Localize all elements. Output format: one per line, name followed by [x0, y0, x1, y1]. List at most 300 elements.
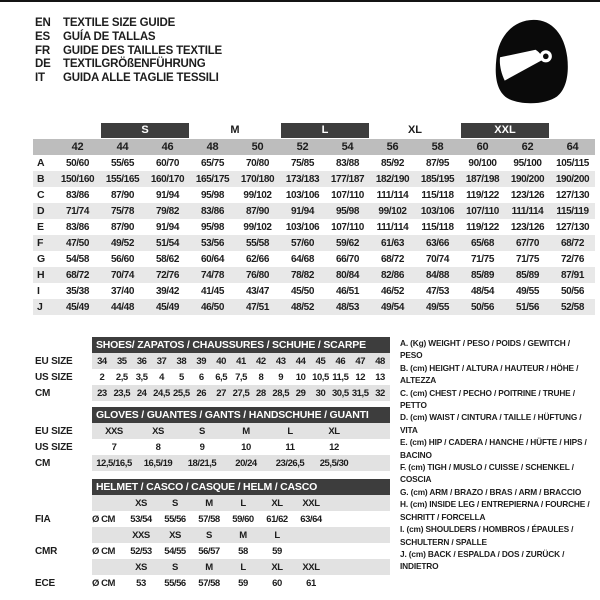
value-cell: 83/86 — [65, 189, 90, 201]
standard-label: CMR — [35, 545, 58, 557]
value-cell: 91/94 — [290, 205, 315, 217]
value-cell: 44/48 — [110, 301, 135, 313]
value-cell: 35 — [116, 355, 127, 367]
size-cell: XL — [271, 497, 283, 509]
value-cell: 46 — [335, 355, 346, 367]
size-number-cell: 62 — [521, 141, 534, 153]
value-cell: 49/55 — [425, 301, 450, 313]
value-cell: 2 — [99, 371, 105, 383]
value-cell: 46/50 — [200, 301, 225, 313]
row-label: US SIZE — [35, 371, 73, 383]
value-cell: 71/74 — [65, 205, 90, 217]
language-title: TEXTILGRÖßENFÜHRUNG — [63, 58, 206, 71]
row-values — [92, 527, 390, 543]
row-label: I — [37, 285, 40, 297]
shoes-row — [35, 353, 391, 369]
value-cell: 54/55 — [164, 545, 186, 557]
value-cell: 84/88 — [425, 269, 450, 281]
value-cell: 27 — [216, 387, 226, 399]
table-row — [33, 235, 595, 251]
value-cell: 28 — [256, 387, 266, 399]
size-cell: L — [240, 561, 246, 573]
value-cell: 57/58 — [198, 577, 220, 589]
value-cell: 68/72 — [380, 253, 405, 265]
standard-label: FIA — [35, 513, 51, 525]
value-cell: 47/50 — [65, 237, 90, 249]
unit-cell: Ø CM — [92, 577, 116, 589]
value-cell: 41 — [236, 355, 246, 367]
value-cell: 83/86 — [200, 205, 225, 217]
value-cell: 107/110 — [331, 221, 364, 233]
value-cell: 25,5 — [173, 387, 190, 399]
helmet-icon-svg — [487, 15, 571, 107]
value-cell: 155/165 — [105, 173, 140, 185]
value-cell: 187/198 — [465, 173, 500, 185]
size-number-cell: 52 — [296, 141, 309, 153]
value-cell: 32 — [375, 387, 385, 399]
row-values — [92, 559, 390, 575]
value-cell: 103/106 — [285, 189, 320, 201]
language-code: FR — [35, 44, 50, 57]
gloves-row — [35, 423, 391, 439]
value-cell: 91/94 — [155, 189, 180, 201]
legend-item: A. (Kg) WEIGHT / PESO / POIDS / GEWITCH / PESO — [400, 338, 570, 361]
row-values — [92, 511, 390, 527]
value-cell: 57/58 — [198, 513, 220, 525]
size-cell: XXL — [302, 497, 320, 509]
size-number-cell: 54 — [341, 141, 354, 153]
helmet-value-row — [35, 511, 391, 527]
value-cell: 78/82 — [290, 269, 315, 281]
legend-item: E. (cm) HIP / CADERA / HANCHE / HÜFTE / HIPS / BACINO — [400, 437, 587, 460]
value-cell: 87/90 — [245, 205, 270, 217]
value-cell: 66/70 — [335, 253, 360, 265]
value-cell: 52/53 — [130, 545, 152, 557]
value-cell: 83/88 — [335, 157, 360, 169]
row-label: CM — [35, 457, 51, 469]
row-values — [92, 495, 390, 511]
value-cell: 61 — [306, 577, 316, 589]
value-cell: 70/80 — [245, 157, 270, 169]
value-cell: 44 — [295, 355, 306, 367]
value-cell: 39/42 — [155, 285, 180, 297]
value-cell: 23,5 — [113, 387, 131, 399]
value-cell: 75/85 — [290, 157, 315, 169]
value-cell: 37/40 — [110, 285, 135, 297]
value-cell: 7,5 — [235, 371, 247, 383]
value-cell: 50/56 — [470, 301, 495, 313]
value-cell: 25,5/30 — [319, 457, 349, 469]
language-row — [35, 72, 222, 86]
row-label: E — [37, 221, 45, 233]
value-cell: 10 — [295, 371, 306, 383]
size-group-s: S — [101, 123, 189, 138]
value-cell: 50/60 — [65, 157, 90, 169]
value-cell: 6 — [198, 371, 204, 383]
value-cell: 12 — [329, 441, 339, 453]
table-row — [33, 187, 595, 203]
value-cell: 61/62 — [266, 513, 288, 525]
table-row — [33, 283, 595, 299]
row-values — [92, 575, 390, 591]
language-title: GUIDE DES TAILLES TEXTILE — [63, 44, 222, 57]
value-cell: 41/45 — [200, 285, 225, 297]
value-cell: 29 — [295, 387, 306, 399]
value-cell: 46/52 — [380, 285, 405, 297]
helmet-section — [35, 479, 391, 591]
value-cell: 105/115 — [556, 157, 589, 169]
value-cell: 51/54 — [155, 237, 180, 249]
value-cell: 72/76 — [560, 253, 585, 265]
size-number-cell: 56 — [386, 141, 399, 153]
value-cell: 7 — [111, 441, 117, 453]
row-label: F — [37, 237, 44, 249]
size-cell: S — [172, 561, 178, 573]
value-cell: 59/60 — [232, 513, 254, 525]
value-cell: 80/84 — [335, 269, 360, 281]
value-cell: 95/100 — [513, 157, 542, 169]
value-cell: 177/187 — [330, 173, 365, 185]
value-cell: 30 — [315, 387, 326, 399]
value-cell: 43/47 — [245, 285, 270, 297]
value-cell: 103/106 — [285, 221, 320, 233]
value-cell: 53/54 — [130, 513, 152, 525]
value-cell: 61/63 — [380, 237, 405, 249]
value-cell: 5 — [178, 371, 184, 383]
value-cell: 56/57 — [198, 545, 220, 557]
row-values — [92, 385, 390, 401]
value-cell: 87/90 — [110, 221, 135, 233]
value-cell: 45/50 — [290, 285, 315, 297]
value-cell: 49/52 — [110, 237, 135, 249]
value-cell: 85/92 — [380, 157, 405, 169]
gloves-row — [35, 439, 391, 455]
value-cell: 2,5 — [115, 371, 128, 383]
shoes-rows — [35, 353, 391, 401]
value-cell: 107/110 — [331, 189, 364, 201]
value-cell: XS — [152, 425, 164, 437]
value-cell: 71/75 — [470, 253, 495, 265]
value-cell: 63/66 — [425, 237, 450, 249]
row-label: EU SIZE — [35, 355, 73, 367]
row-label: C — [37, 189, 45, 201]
size-number-cell: 44 — [116, 141, 129, 153]
shoes-row — [35, 369, 391, 385]
value-cell: 115/118 — [421, 221, 454, 233]
size-group-m: M — [230, 124, 240, 136]
value-cell: XXS — [105, 425, 123, 437]
row-label: J — [37, 301, 43, 313]
value-cell: 60/64 — [200, 253, 225, 265]
gloves-section — [35, 407, 391, 471]
value-cell: 82/86 — [380, 269, 405, 281]
value-cell: 59 — [238, 577, 248, 589]
value-cell: 48 — [375, 355, 385, 367]
value-cell: 49/54 — [380, 301, 405, 313]
value-cell: 62/66 — [245, 253, 270, 265]
value-cell: 52/58 — [560, 301, 585, 313]
size-cell: XS — [135, 561, 147, 573]
value-cell: 28,5 — [272, 387, 290, 399]
size-number-row — [33, 139, 595, 155]
value-cell: 46/51 — [335, 285, 360, 297]
value-cell: L — [287, 425, 293, 437]
value-cell: 70/74 — [425, 253, 450, 265]
value-cell: 99/102 — [378, 205, 407, 217]
value-cell: 11 — [285, 441, 295, 453]
value-cell: 58 — [238, 545, 248, 557]
size-number-cell: 50 — [251, 141, 264, 153]
size-number-cell: 60 — [476, 141, 489, 153]
table-row — [33, 299, 595, 315]
language-title: GUÍA DE TALLAS — [63, 30, 156, 43]
size-cell: M — [239, 529, 247, 541]
value-cell: 111/114 — [376, 221, 409, 233]
value-cell: 60 — [272, 577, 282, 589]
value-cell: XL — [328, 425, 340, 437]
value-cell: 127/130 — [555, 221, 590, 233]
size-group-blank — [550, 123, 595, 138]
value-cell: 127/130 — [555, 189, 590, 201]
value-cell: 4 — [159, 371, 164, 383]
table-row — [33, 251, 595, 267]
legend-item: I. (cm) SHOULDERS / HOMBROS / ÉPAULES / SCHULTERN / SPALLE — [400, 524, 574, 547]
value-cell: 55/56 — [164, 513, 186, 525]
value-cell: 36 — [136, 355, 147, 367]
legend-item: J. (cm) BACK / ESPALDA / DOS / ZURÜCK / INDIETRO — [400, 548, 565, 572]
gloves-rows — [35, 423, 391, 471]
value-cell: 12 — [355, 371, 366, 383]
value-cell: 68/72 — [65, 269, 90, 281]
value-cell: 173/183 — [285, 173, 320, 185]
value-cell: 3,5 — [135, 371, 148, 383]
value-cell: 48/52 — [290, 301, 315, 313]
helmet-section-title: HELMET / CASCO / CASQUE / HELM / CASCO — [92, 479, 390, 495]
value-cell: 47 — [355, 355, 366, 367]
measurement-legend — [400, 337, 594, 573]
value-cell: 38 — [176, 355, 187, 367]
value-cell: 47/51 — [245, 301, 270, 313]
value-cell: 111/114 — [511, 205, 544, 217]
top-border-line — [0, 0, 600, 2]
legend-item: F. (cm) TIGH / MUSLO / CUISSE / SCHENKEL / COSCIA — [400, 462, 574, 485]
value-cell: 55/56 — [164, 577, 186, 589]
value-cell: 65/75 — [200, 157, 225, 169]
value-cell: 31,5 — [351, 387, 369, 399]
value-cell: 37 — [156, 355, 167, 367]
language-row — [35, 58, 222, 72]
gloves-row — [35, 455, 391, 471]
row-label: D — [37, 205, 45, 217]
legend-item: B. (cm) HEIGHT / ALTURA / HAUTEUR / HÖHE / ALTEZZA — [400, 362, 579, 386]
language-list — [35, 17, 222, 86]
value-cell: 99/102 — [243, 221, 272, 233]
value-cell: 87/95 — [425, 157, 450, 169]
value-cell: 119/122 — [466, 189, 499, 201]
value-cell: 59/62 — [335, 237, 360, 249]
value-cell: 123/126 — [510, 189, 545, 201]
value-cell: 60/70 — [155, 157, 180, 169]
value-cell: 111/114 — [376, 189, 409, 201]
size-cell: L — [274, 529, 280, 541]
value-cell: 35/38 — [65, 285, 90, 297]
size-cell: XXL — [302, 561, 320, 573]
value-cell: 26 — [196, 387, 207, 399]
language-row — [35, 31, 222, 45]
row-label: A — [37, 157, 45, 169]
main-size-table — [33, 123, 595, 315]
value-cell: 190/200 — [555, 173, 590, 185]
size-cell: L — [240, 497, 246, 509]
value-cell: 57/60 — [290, 237, 315, 249]
language-code: EN — [35, 17, 51, 29]
language-row — [35, 17, 222, 31]
value-cell: 11,5 — [332, 371, 349, 383]
value-cell: 54/58 — [65, 253, 90, 265]
size-number-cell: 58 — [431, 141, 444, 153]
row-values — [92, 353, 390, 369]
value-cell: 64/68 — [290, 253, 315, 265]
legend-item: D. (cm) WAIST / CINTURA / TAILLE / HÜFTUNG / VITA — [400, 412, 582, 435]
value-cell: 34 — [97, 355, 107, 367]
value-cell: 95/98 — [200, 221, 225, 233]
unit-cell: Ø CM — [92, 545, 116, 557]
table-row — [33, 203, 595, 219]
value-cell: 170/180 — [240, 173, 275, 185]
value-cell: 85/89 — [470, 269, 495, 281]
value-cell: 49/55 — [515, 285, 540, 297]
value-cell: 6,5 — [215, 371, 228, 383]
value-cell: 53 — [136, 577, 146, 589]
value-cell: 50/56 — [560, 285, 585, 297]
value-cell: 160/170 — [150, 173, 185, 185]
helmet-icon — [487, 15, 571, 107]
value-cell: 10,5 — [312, 371, 329, 383]
value-cell: 103/106 — [420, 205, 455, 217]
value-cell: 85/89 — [515, 269, 540, 281]
size-cell: XXS — [132, 529, 150, 541]
value-cell: 72/76 — [155, 269, 180, 281]
helmet-value-row — [35, 543, 391, 559]
language-title: GUIDA ALLE TAGLIE TESSILI — [63, 72, 219, 85]
value-cell: 90/100 — [468, 157, 497, 169]
size-cell: M — [205, 497, 213, 509]
value-cell: 123/126 — [510, 221, 545, 233]
language-title: TEXTILE SIZE GUIDE — [63, 17, 176, 29]
row-label: H — [37, 269, 45, 281]
value-cell: 55/65 — [110, 157, 135, 169]
table-row — [33, 219, 595, 235]
value-cell: M — [242, 425, 250, 437]
helmet-value-row — [35, 575, 391, 591]
size-group-xl: XL — [407, 124, 423, 136]
row-values — [92, 439, 390, 455]
value-cell: 45/49 — [65, 301, 90, 313]
value-cell: 70/74 — [110, 269, 135, 281]
value-cell: 16,5/19 — [143, 457, 173, 469]
size-group-l: L — [281, 123, 369, 138]
table-row — [33, 267, 595, 283]
row-label: US SIZE — [35, 441, 73, 453]
size-cell: XL — [271, 561, 283, 573]
value-cell: 10 — [241, 441, 251, 453]
value-cell: 95/98 — [335, 205, 360, 217]
value-cell: 40 — [216, 355, 226, 367]
table-row — [33, 155, 595, 171]
row-values — [92, 369, 390, 385]
unit-cell: Ø CM — [92, 513, 116, 525]
size-cell: S — [172, 497, 178, 509]
value-cell: 115/119 — [556, 205, 589, 217]
language-row — [35, 45, 222, 59]
value-cell: 190/200 — [510, 173, 545, 185]
value-cell: 9 — [199, 441, 205, 453]
value-cell: 8 — [258, 371, 264, 383]
row-values — [92, 543, 390, 559]
size-number-cell: 46 — [161, 141, 174, 153]
legend-item: G. (cm) ARM / BRAZO / BRAS / ARM / BRACCIO — [400, 486, 582, 497]
size-group-blank — [55, 123, 100, 138]
row-label: B — [37, 173, 45, 185]
value-cell: 48/53 — [335, 301, 360, 313]
legend-item: H. (cm) INSIDE LEG / ENTREPIERNA / FOURCHE / SCHRITT / FORCELLA — [400, 499, 590, 522]
helmet-size-row — [35, 559, 391, 575]
value-cell: 51/56 — [515, 301, 540, 313]
size-group-row — [33, 123, 595, 139]
standard-label: ECE — [35, 577, 55, 589]
value-cell: 43 — [275, 355, 286, 367]
value-cell: 150/160 — [60, 173, 95, 185]
value-cell: 9 — [278, 371, 284, 383]
helmet-rows — [35, 495, 391, 591]
value-cell: S — [199, 425, 205, 437]
language-code: DE — [35, 58, 51, 71]
value-cell: 165/175 — [195, 173, 230, 185]
value-cell: 83/86 — [65, 221, 90, 233]
size-cell: S — [206, 529, 212, 541]
value-cell: 71/75 — [515, 253, 540, 265]
value-cell: 42 — [256, 355, 266, 367]
value-cell: 95/98 — [200, 189, 225, 201]
value-cell: 12,5/16,5 — [96, 457, 132, 469]
size-cell: XS — [169, 529, 181, 541]
shoes-section — [35, 337, 391, 401]
value-cell: 53/56 — [200, 237, 225, 249]
row-values — [92, 423, 390, 439]
value-cell: 119/122 — [466, 221, 499, 233]
value-cell: 23 — [97, 387, 107, 399]
value-cell: 76/80 — [245, 269, 270, 281]
gloves-section-title: GLOVES / GUANTES / GANTS / HANDSCHUHE / GUANTI — [92, 407, 390, 423]
language-code: IT — [35, 72, 45, 85]
value-cell: 75/78 — [110, 205, 135, 217]
value-cell: 185/195 — [420, 173, 455, 185]
size-group-xxl: XXL — [461, 123, 549, 138]
language-code: ES — [35, 30, 50, 43]
value-cell: 65/68 — [470, 237, 495, 249]
value-cell: 20/24 — [235, 457, 257, 469]
value-cell: 47/53 — [425, 285, 450, 297]
value-cell: 58/62 — [155, 253, 180, 265]
value-cell: 63/64 — [300, 513, 322, 525]
row-label: CM — [35, 387, 51, 399]
value-cell: 87/91 — [560, 269, 585, 281]
value-cell: 67/70 — [515, 237, 540, 249]
size-cell: M — [205, 561, 213, 573]
value-cell: 182/190 — [375, 173, 410, 185]
value-cell: 27,5 — [232, 387, 250, 399]
value-cell: 55/58 — [245, 237, 270, 249]
